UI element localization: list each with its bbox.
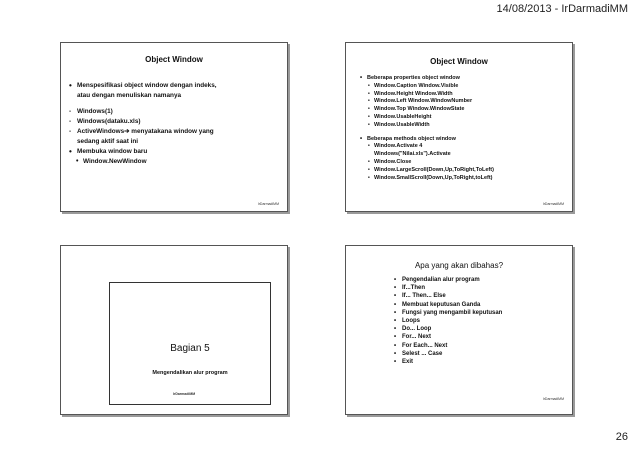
slide-bullets (394, 276, 502, 366)
sub-bullet-item: • Window.NewWindow (69, 157, 279, 167)
sub-bullet-item: • Window.Left Window.WindowNumber (360, 98, 568, 106)
section-subtitle: Mengendalikan alur program (152, 370, 228, 376)
bullet-item: • Membuka window baru (69, 147, 279, 157)
continuation-line: Windows("Nilai.xls").Activate (374, 151, 451, 158)
bullet-item: • Pengendalian alur program (394, 276, 502, 284)
slide-title: Object Window (430, 57, 488, 66)
page-header: 14/08/2013 - IrDarmadiMM (496, 3, 628, 15)
slide-footer: IrDarmadiMM (257, 202, 279, 206)
sub-bullet-item: • Window.UsableWidth (360, 122, 568, 130)
slide-3 (60, 245, 288, 415)
bullet-item: • Menspesifikasi object window dengan indeks, atau dengan menuliskan namanya (69, 81, 279, 101)
slide-2 (345, 42, 573, 212)
bullet-item: • For Each... Next (394, 342, 502, 350)
sub-bullet-item: • Window.Caption Window.Visible (360, 83, 568, 91)
sub-bullet-item: • Window.LargeScroll(Down,Up,ToRight,ToLeft) (360, 167, 568, 175)
bullet-item: • If... Then... Else (394, 292, 502, 300)
bullet-item: • Fungsi yang mengambil keputusan (394, 309, 502, 317)
bullet-item: • Loops (394, 317, 502, 325)
section-box (109, 282, 271, 405)
slide-title: Object Window (145, 55, 203, 64)
sub-bullet-item: • Window.Close (360, 159, 568, 167)
sub-bullet-item: • Window.UsableHeight (360, 114, 568, 122)
section-title: Bagian 5 (170, 343, 210, 354)
bullet-item: • Beberapa properties object window (360, 75, 568, 83)
bullet-item: • If...Then (394, 284, 502, 292)
bullet-item: • Exit (394, 358, 502, 366)
bullet-item: • Beberapa methods object window (360, 136, 568, 144)
sub-bullet-item: • Window.Activate 4 (360, 143, 568, 151)
slide-footer: IrDarmadiMM (173, 392, 196, 396)
bullet-item: • Membuat keputusan Ganda (394, 301, 502, 309)
sub-bullet-item: • Window.SmallScroll(Down,Up,ToRight,toLeft) (360, 175, 568, 183)
sub-bullet-item: • Window.Height Window.Width (360, 91, 568, 99)
slide-title: Apa yang akan dibahas? (414, 261, 504, 270)
dash-item: - Windows(1) (69, 107, 279, 117)
page-number: 26 (615, 431, 628, 443)
slide-4 (345, 245, 573, 415)
slide-bullets (69, 81, 279, 167)
bullet-item: • Selest ... Case (394, 350, 502, 358)
slide-1 (60, 42, 288, 212)
arrow-icon: ➔ (124, 128, 130, 135)
dash-item: - ActiveWindows➔ menyatakana window yang sedang aktif saat ini (69, 127, 279, 147)
slide-bullets (360, 75, 568, 182)
dash-item: - Windows(dataku.xls) (69, 117, 279, 127)
sub-bullet-item: • Window.Top Window.WindowState (360, 106, 568, 114)
slide-footer: IrDarmadiMM (542, 202, 564, 206)
bullet-item: • For... Next (394, 333, 502, 341)
bullet-item: • Do... Loop (394, 325, 502, 333)
slide-footer: IrDarmadiMM (542, 397, 564, 401)
